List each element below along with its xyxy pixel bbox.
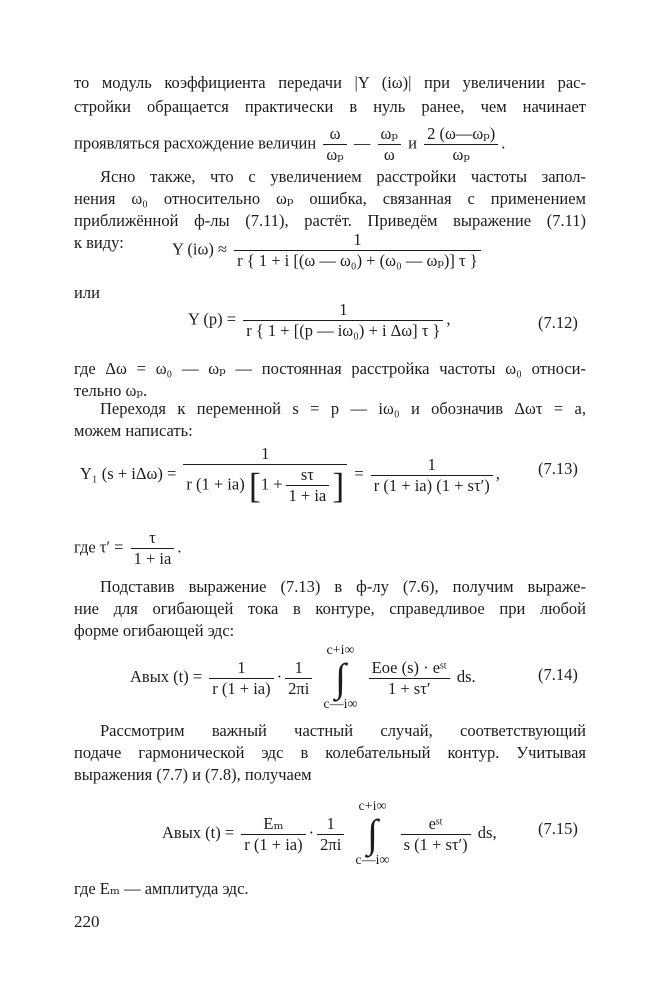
- equation-7-13: Y₁ (s + iΔω) = 1 r (1 + ia) [1 + $\frac{s\tau}{1 + ia}$ ] = $\frac{1}{r (1 + ia) (1 + s\tau')}$ ,: [80, 444, 500, 506]
- text-line-with-fractions: проявляться расхождение величин $\frac{\omega}{\text{ωₚ}}$ — $\frac{\text{ωₚ}}{\omega}$ и $\frac{\text{2 (ω—ωₚ)}}{\text{ωₚ}}$ .: [74, 124, 506, 164]
- text-line: можем написать:: [74, 421, 193, 440]
- fraction: $\frac{1}{r (1 + ia)}$: [209, 658, 273, 699]
- equation-number: (7.12): [538, 313, 578, 332]
- fraction: $\frac{1}{2\pi i}$: [285, 658, 312, 699]
- text-line: нения ω₀ относительно ωₚ ошибка, связанная с применением: [74, 189, 586, 208]
- fraction: $\frac{1}{\text{r \{ 1 + [(p — iω₀) + i Δω] τ \}}}$: [243, 300, 443, 341]
- text-line: форме огибающей эдс:: [74, 621, 235, 640]
- text-line: или: [74, 283, 100, 302]
- integral-sign: c+i∞ ∫ c—i∞: [355, 799, 390, 868]
- text-line-with-fraction: где τ′ = $\frac{\tau}{1 + ia}$ .: [74, 528, 182, 568]
- equation-number: (7.13): [538, 459, 578, 478]
- fraction: $\frac{\text{2 (ω—ωₚ)}}{\text{ωₚ}}$: [424, 124, 498, 165]
- fraction: $\frac{\text{eˢᵗ}}{s (1 + s\tau')}$: [401, 814, 471, 855]
- equation-number: (7.14): [538, 665, 578, 684]
- fraction: $\frac{1}{\text{r \{ 1 + i [(ω — ω₀) + (ω₀ — ωₚ)] τ \}}}$: [234, 230, 481, 271]
- fraction: $\frac{\text{Eₘ}}{r (1 + ia)}$: [241, 814, 305, 855]
- fraction: 1 r (1 + ia) [1 + $\frac{s\tau}{1 + ia}$ ]: [183, 444, 347, 506]
- text-line: стройки обращается практически в нуль ранее, чем начинает: [74, 97, 586, 116]
- text-line: где Δω = ω₀ — ωₚ — постоянная расстройка частоты ω₀ относи-: [74, 359, 586, 378]
- text-line: то модуль коэффициента передачи |Y (iω)| при увеличении рас-: [74, 73, 586, 92]
- text-line: где Eₘ — амплитуда эдс.: [74, 879, 249, 898]
- page-number: 220: [74, 912, 100, 931]
- fraction: $\frac{\text{ωₚ}}{\omega}$: [378, 124, 401, 165]
- equation-7-11: Y (iω) ≈ $\frac{1}{\text{r \{ 1 + i [(ω — ω₀) + (ω₀ — ωₚ)] τ \}}}$: [172, 230, 484, 271]
- text-line: ние для огибающей тока в контуре, справедливое при любой: [74, 599, 586, 618]
- integral-sign: c+i∞ ∫ c—i∞: [323, 643, 358, 712]
- equation-7-14: Aвых (t) = $\frac{1}{r (1 + ia)}$ · $\frac{1}{2\pi i}$ c+i∞ ∫ c—i∞ $\frac{\text{Eое (s) · eˢᵗ}}{1 + s\tau'}$ ds.: [130, 643, 476, 712]
- fraction: $\frac{1}{r (1 + ia) (1 + s\tau')}$: [371, 455, 493, 496]
- fraction: $\frac{\text{Eое (s) · eˢᵗ}}{1 + s\tau'}$: [369, 658, 450, 699]
- fraction: $\frac{\omega}{\text{ωₚ}}$: [323, 124, 346, 165]
- equation-number: (7.15): [538, 819, 578, 838]
- text-line: приближённой ф-лы (7.11), растёт. Приведём выражение (7.11): [74, 211, 586, 230]
- text-line: Подставив выражение (7.13) в ф-лу (7.6), получим выраже-: [100, 577, 586, 596]
- text-line: Переходя к переменной s = p — iω₀ и обозначив Δωτ = a,: [100, 399, 586, 418]
- equation-7-15: Aвых (t) = $\frac{\text{Eₘ}}{r (1 + ia)}$ · $\frac{1}{2\pi i}$ c+i∞ ∫ c—i∞ $\frac{\text{eˢᵗ}}{s (1 + s\tau')}$ ds,: [162, 799, 497, 868]
- fraction: $\frac{s\tau}{1 + ia}$: [286, 465, 330, 506]
- text-line: Ясно также, что с увеличением расстройки частоты запол-: [100, 167, 586, 186]
- text-line: тельно ωₚ.: [74, 381, 148, 400]
- fraction: $\frac{\tau}{1 + ia}$: [131, 528, 175, 569]
- text-line: Рассмотрим важный частный случай, соответствующий: [100, 721, 586, 740]
- equation-7-12: Y (p) = $\frac{1}{\text{r \{ 1 + [(p — iω₀) + i Δω] τ \}}}$ ,: [188, 300, 451, 340]
- fraction: $\frac{1}{2\pi i}$: [317, 814, 344, 855]
- text-line: к виду:: [74, 233, 124, 252]
- text-line: подаче гармонической эдс в колебательный контур. Учитывая: [74, 743, 586, 762]
- text-line: выражения (7.7) и (7.8), получаем: [74, 765, 312, 784]
